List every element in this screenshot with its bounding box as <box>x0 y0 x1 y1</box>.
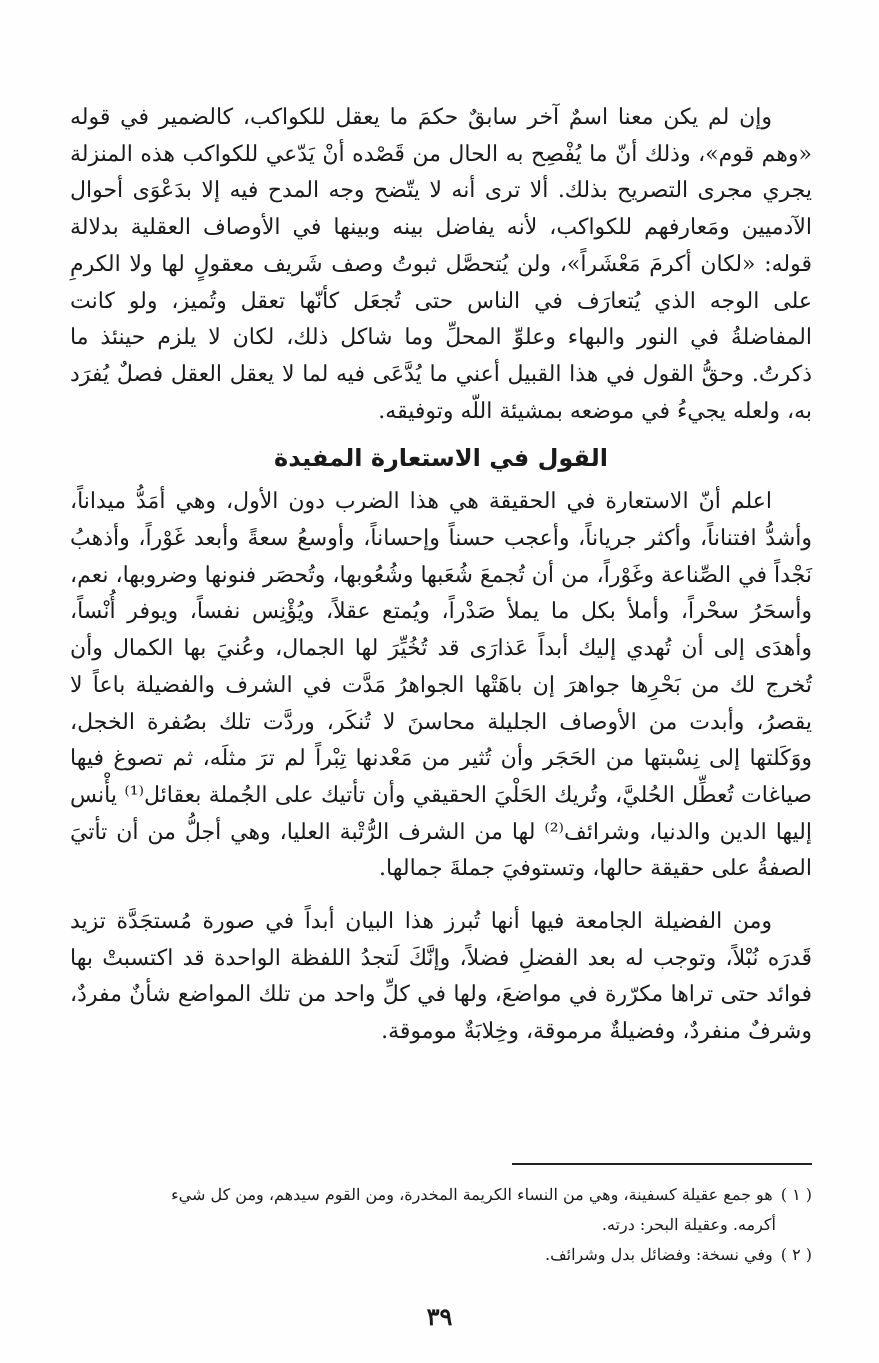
footnote-1-number: ( ١ ) <box>780 1185 812 1204</box>
paragraph-3: ومن الفضيلة الجامعة فيها أنها تُبرز هذا البيان أبداً في صورة مُستجَدَّة تزيد قَدرَه نُبْلاً، وتوجب له بعد الفضلِ فضلاً، وإنَّكَ لَتجدُ اللفظة الواحدة قد اكتسبتْ بها فوائد حتى تراها مكرّرة في مواضعَ، ولها في كلِّ واحد من تلك المواضع شأنٌ مفردٌ، وشرفٌ منفردٌ، وفضيلةٌ مرموقة، وخِلابَةٌ موموقة. <box>70 909 812 1045</box>
footnote-1 <box>70 1180 812 1210</box>
footnote-1-text: هو جمع عقيلة كسفينة، وهي من النساء الكريمة المخدرة، ومن القوم سيدهم، ومن كل شيء <box>171 1185 773 1204</box>
footnote-2 <box>70 1240 812 1270</box>
page-number: ٣٩ <box>426 1302 453 1331</box>
section-heading: القول في الاستعارة المفيدة <box>274 444 608 473</box>
footnotes <box>70 1180 812 1270</box>
paragraph-2: اعلم أنّ الاستعارة في الحقيقة هي هذا الضرب دون الأول، وهي أمَدُّ ميداناً، وأشدُّ افتناناً، وأكثر جرياناً، وأعجب حسناً وإحساناً، وأوسعُ سعةً وأبعد غَوْراً، وأذهبُ نَجْداً في الصِّناعة وغَوْراً، من أن تُجمعَ شُعَبها وشُعُوبها، وتُحصَر فنونها وضروبها، نعم، وأسحَرُ سحْراً، وأملأ بكل ما يملأ صَدْراً، ويُمتع عقلاً، ويُؤْنِس نفساً، ويوفر أُنْساً، وأهدَى إلى أن تُهدي إليك أبداً عَذارَى قد تُخُيِّرَ لها الجمال، وعُنيَ بها الكمال وأن تُخرج لك من بَحْرِها جواهرَ إن باهَتْها الجواهرُ مَدَّت في الشرف والفضيلة باعاً لا يقصرُ، وأبدت من الأوصاف الجليلة محاسنَ لا تُنكَر، وردَّت تلك بصُفرة الخجل، ووَكَلتها إلى نِسْبتها من الحَجَر وأن تُثير من مَعْدنها تِبْراً لم ترَ مثلَه، ثم تصوغ فيها صياغات تُعطِّل الحُليَّ، وتُريك الحَلْيَ الحقيقي وأن تأتيك على الجُملة بعقائل⁽¹⁾ يأْنس إليها الدين والدنيا، وشرائف⁽²⁾ لها من الشرف الرُّتْبة العليا، وهي أجلُّ من أن تأتيَ الصفةُ على حقيقة حالها، وتستوفيَ جملةَ جمالها. <box>70 489 812 882</box>
footnote-1-continuation: أكرمه. وعقيلة البحر: درته. <box>601 1215 776 1234</box>
footnote-divider <box>512 1163 812 1165</box>
footnote-2-text: وفي نسخة: وفضائل بدل وشرائف. <box>544 1245 773 1264</box>
paragraph-gap <box>70 888 812 904</box>
footnote-2-number: ( ٢ ) <box>780 1245 812 1264</box>
main-text <box>70 100 812 1051</box>
paragraph-1: وإن لم يكن معنا اسمٌ آخر سابقٌ حكمَ ما يعقل للكواكب، كالضمير في قوله «وهم قوم»، وذلك أنّ ما يُفْصِح به الحال من قَصْده أنْ يَدّعي للكواكب هذه المنزلة يجري مجرى التصريح بذلك. ألا ترى أنه لا يتّضح وجه المدح فيه إلا بدَعْوَى أحوال الآدميين ومَعارفهم للكواكب، لأنه يفاضل بينه وبينها في الأوصاف العقلية بدلالة قوله: «لكان أكرمَ مَعْشَراً»، ولن يُتحصَّل ثبوتُ وصف شَريف معقولٍ لها ولا الكرمِ على الوجه الذي يُتعارَف في الناس حتى تُجعَل كأنّها تعقل وتُميز، ولو كانت المفاضلةُ في النور والبهاء وعلوِّ المحلِّ وما شاكل ذلك، لكان لا يلزم حينئذ ما ذكرتُ. وحقُّ القول في هذا القبيل أعني ما يُدَّعَى فيه لما لا يعقل العقل فصلٌ يُفرَد به، ولعله يجيءُ في موضعه بمشيئة اللّه وتوفيقه. <box>70 105 812 424</box>
